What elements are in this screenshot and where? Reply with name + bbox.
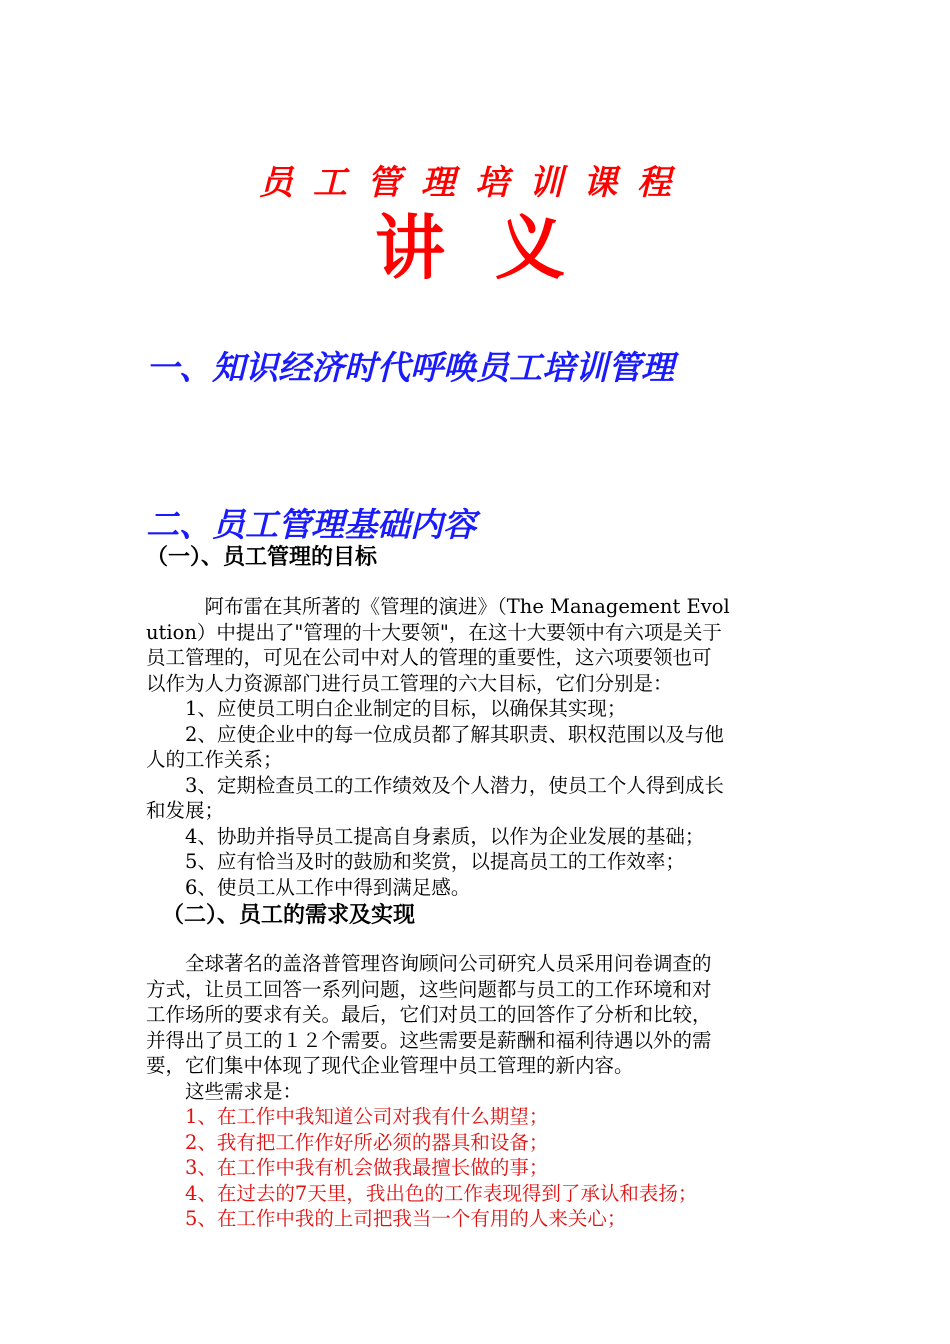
- subsection-needs-heading: （二）、员工的需求及实现: [162, 903, 416, 928]
- goal-item: 6、使员工从工作中得到满足感。: [146, 875, 471, 899]
- need-item: 3、在工作中我有机会做我最擅长做的事；: [146, 1156, 549, 1179]
- text-line: 全球著名的盖洛普管理咨询顾问公司研究人员采用问卷调查的: [146, 952, 712, 975]
- goal-item: 3、定期检查员工的工作绩效及个人潜力，使员工个人得到成长: [146, 773, 724, 797]
- text-line: 和发展；: [146, 799, 225, 822]
- course-subtitle: 员工管理培训课程: [259, 163, 691, 203]
- text-line: 以作为人力资源部门进行员工管理的六大目标，它们分别是：: [146, 671, 673, 695]
- text-line: 阿布雷在其所著的《管理的演进》（The Management Evol: [146, 595, 730, 618]
- text-line: 要，它们集中体现了现代企业管理中员工管理的新内容。: [146, 1054, 634, 1077]
- goal-item: 5、应有恰当及时的鼓励和奖赏，以提高员工的工作效率；: [146, 850, 685, 873]
- goals-paragraph: [146, 594, 806, 900]
- text-line: 员工管理的，可见在公司中对人的管理的重要性，这六项要领也可: [146, 646, 712, 669]
- text-line: 方式，让员工回答一系列问题，这些问题都与员工的工作环境和对: [146, 977, 712, 1001]
- text-line: 工作场所的要求有关。最后，它们对员工的回答作了分析和比较，: [146, 1003, 712, 1026]
- section-1-heading: 一、知识经济时代呼唤员工培训管理: [146, 348, 674, 387]
- text-line: 并得出了员工的１２个需要。这些需要是薪酬和福利待遇以外的需: [146, 1028, 712, 1052]
- text-line: ution）中提出了"管理的十大要领"，在这十大要领中有六项是关于: [146, 620, 722, 644]
- goal-item: 1、应使员工明白企业制定的目标，以确保其实现；: [146, 697, 627, 720]
- section-2-heading: 二、员工管理基础内容: [146, 505, 476, 544]
- lecture-title: 讲义: [375, 207, 615, 289]
- need-item: 1、在工作中我知道公司对我有什么期望；: [146, 1105, 549, 1128]
- subsection-goals-heading: （一）、员工管理的目标: [146, 545, 378, 570]
- need-item: 5、在工作中我的上司把我当一个有用的人来关心；: [146, 1207, 627, 1230]
- need-item: 4、在过去的7天里，我出色的工作表现得到了承认和表扬；: [146, 1181, 698, 1205]
- needs-paragraph: [146, 951, 806, 1232]
- goal-item: 2、应使企业中的每一位成员都了解其职责、职权范围以及与他: [146, 722, 724, 746]
- text-line: 人的工作关系；: [146, 748, 283, 771]
- text-line: 这些需求是：: [146, 1079, 303, 1103]
- goal-item: 4、协助并指导员工提高自身素质，以作为企业发展的基础；: [146, 824, 705, 848]
- need-item: 2、我有把工作作好所必须的器具和设备；: [146, 1130, 549, 1154]
